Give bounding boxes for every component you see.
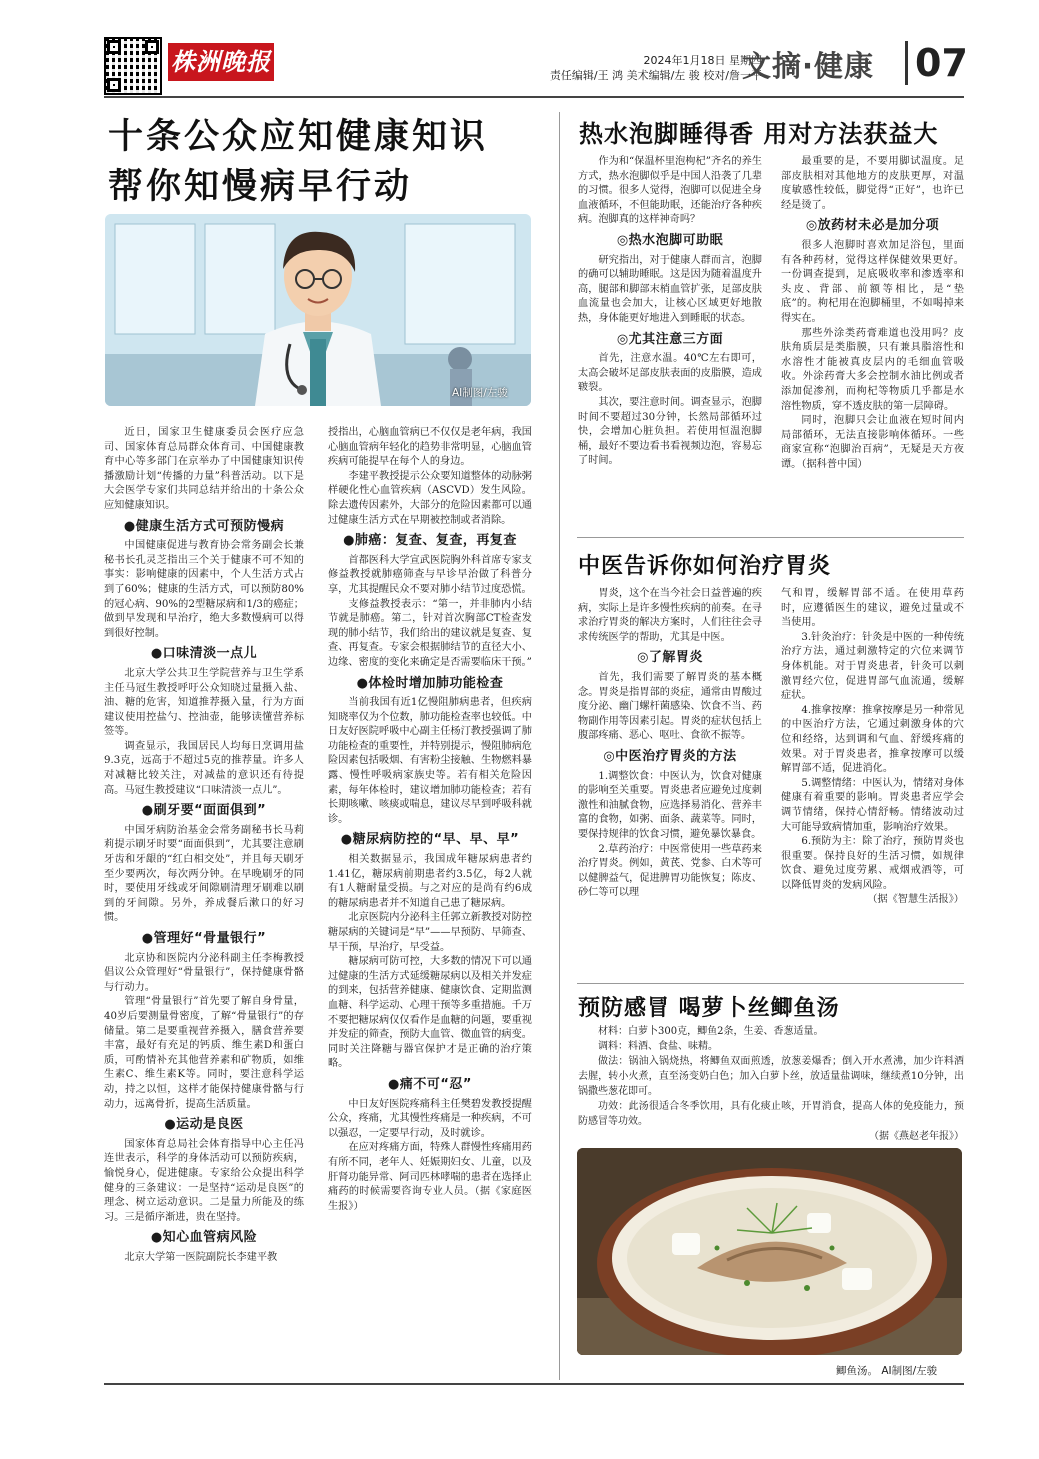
vertical-divider: [559, 112, 560, 1380]
page-number: 07: [915, 41, 968, 85]
subheading: ●糖尿病防控的“早、早、早”: [340, 832, 520, 848]
paragraph: 气和胃，缓解胃部不适。在使用草药时，应遵循医生的建议，避免过量或不当使用。: [781, 588, 964, 629]
paragraph: 当前我国有近1亿慢阻肺病患者，但疾病知晓率仅为个位数，肺功能检查率也较低。中日友好医院呼吸中心副主任杨汀教授强调了肺功能检查的重要性，并特别提示，慢阻肺病危险因素包括吸烟、有害粉尘接触、生物燃料暴露、慢性呼吸病家族史等。若有相关危险因素，每年体检时，建议增加肺功能检查；若有长期咳嗽、咳痰或喘息，建议尽早到呼吸科就诊。: [328, 697, 532, 825]
main-headline: [108, 112, 488, 212]
doctor-image-credit: AI制图/左骏: [452, 387, 508, 399]
soup-photo-art: [577, 1148, 962, 1355]
source-note: （据《智慧生活报》）: [867, 894, 964, 906]
subheading: ◎了解胃炎: [637, 650, 703, 666]
soup-image-caption: 鲫鱼汤。 AI制图/左骏: [836, 1365, 938, 1377]
paragraph: 支修益教授表示：“第一，并非肺内小结节就是肺癌。第二，针对首次胸部CT检查发现的肺小结节，我们给出的建议就是复查、复查、再复查。专家会根据肺结节的直径大小、边缘、密度的变化来确定是否需要临床干预。”: [328, 598, 532, 668]
paragraph: 其次，要注意时间。调查显示，泡脚时间不要超过30分钟，长然局部循环过快，会增加心脏负担。若使用恒温泡脚桶，最好不要边看书看视频边泡，容易忘了时间。: [578, 396, 762, 467]
doctor-illustration: [105, 214, 531, 406]
subheading: ◎放药材未必是加分项: [805, 218, 940, 234]
paragraph: 相关数据显示，我国成年糖尿病患者约1.41亿，糖尿病前期患者约3.5亿，每2人就有1人糖耐量受损。与之对应的是尚有约6成的糖尿病患者并不知道自己患了糖尿病。: [328, 854, 532, 909]
subheading: ●痛不可“忍”: [388, 1076, 472, 1092]
soup-recipe: [578, 1024, 964, 1144]
subheading: ●健康生活方式可预防慢病: [123, 518, 285, 534]
paragraph: 管理“骨量银行”首先要了解自身骨量，40岁后要测量骨密度，了解“骨量银行”的存储量。第二是要重视营养摄入，膳食营养要丰富，最好有充足的钙质、维生素D和蛋白质，可酌情补充其他营养素和矿物质，如维生素C、维生素K等。同时，要注意科学运动，持之以恒，这样才能保持健康骨骼与行动力，远离骨折，提高生活质量。: [104, 996, 304, 1110]
section-rule-2: [577, 983, 964, 984]
paragraph: 北京医院内分泌科主任郭立新教授对防控糖尿病的关键词是“早”——早预防、早筛查、早干预，早治疗，早受益。: [328, 912, 532, 953]
footbath-col2: [781, 155, 964, 472]
soup-ingredients: 材料：白萝卜300克，鲫鱼2条，生姜、香葱适量。: [598, 1026, 824, 1037]
paragraph: 研究指出，对于健康人群而言，泡脚的确可以辅助睡眠。这是因为随着温度升高，腿部和脚部末梢血管扩张，足部皮肤血流量也会加大，让核心区域更好地散热，身体能更好地进入到睡眠的状态。: [578, 254, 762, 324]
paragraph: 胃炎，这个在当今社会日益普遍的疾病，实际上是许多慢性疾病的前奏。在寻求治疗胃炎的解决方案时，人们往往会寻求传统医学的帮助，尤其是中医。: [578, 588, 762, 643]
subheading: ◎尤其注意三方面: [616, 331, 724, 347]
main-article-col1: [104, 426, 304, 1265]
paragraph: 5.调整情绪：中医认为，情绪对身体健康有着重要的影响。胃炎患者应学会调节情绪，保持心情舒畅。情绪波动过大可能导致病情加重，影响治疗效果。: [781, 777, 964, 833]
stomach-col1: [578, 587, 762, 901]
paragraph: 3.针灸治疗：针灸是中医的一种传统治疗方法，通过刺激特定的穴位来调节身体机能。对于胃炎患者，针灸可以刺激胃经穴位，促进胃部气血流通，缓解症状。: [781, 631, 964, 702]
soup-benefits: 功效：此汤很适合冬季饮用，具有化痰止咳，开胃消食，提高人体的免疫能力，预防感冒等功效。: [578, 1101, 964, 1127]
paragraph: 2.草药治疗：中医常使用一些草药来治疗胃炎。例如，黄芪、党参、白术等可以健脾益气，促进脾胃功能恢复；陈皮、砂仁等可以理: [578, 843, 762, 899]
page-divider: [905, 41, 908, 85]
paragraph: 调查显示，我国居民人均每日烹调用盐9.3克，远高于不超过5克的推荐量。许多人对减糖比较关注，对减盐的意识还有待提高。马冠生教授建议“口味清淡一点儿”。: [104, 740, 304, 796]
paragraph: 近日，国家卫生健康委员会医疗应急司、国家体育总局群众体育司、中国健康教育中心等多部门在京举办了中国健康知识传播激励计划“传播的力量”科普活动。以下是大会医学专家们共同总结并给出的十条公众应知健康知识。: [104, 427, 304, 511]
subheading: ●知心血管病风险: [150, 1230, 258, 1246]
footbath-col1: [578, 155, 762, 469]
paragraph: 李建平教授提示公众要知道整体的动脉粥样硬化性心血管疾病（ASCVD）发生风险。除去遗传因素外，大部分的危险因素都可以通过健康生活方式在早期被控制或者消除。: [328, 470, 532, 526]
subheading: ●口味清淡一点儿: [150, 646, 258, 662]
paragraph: 1.调整饮食：中医认为，饮食对健康的影响至关重要。胃炎患者应避免过度刺激性和油腻食物，应选择易消化、营养丰富的食物，如粥、面条、蔬菜等。同时，要保持规律的饮食习惯，避免暴饮暴食。: [578, 770, 762, 840]
paragraph: 中日友好医院疼痛科主任樊碧发教授提醒公众，疼痛，尤其慢性疼痛是一种疾病，不可以强忍，一定要早行动，及时就诊。: [328, 1098, 532, 1139]
paragraph: 中国牙病防治基金会常务副秘书长马莉莉提示刷牙时要“面面俱到”，尤其要注意刷牙齿和牙龈的“红白相交处”，并且每天刷牙至少要两次，每次两分钟。在早晚刷牙的同时，要使用牙线或牙间隙刷清理牙刷难以刷到的牙间隙。另外，养成餐后漱口的好习惯。: [104, 824, 304, 924]
paragraph: 北京大学公共卫生学院营养与卫生学系主任马冠生教授呼吁公众知晓过量摄入盐、油、糖的危害，知道推荐摄入量，行为方面建议使用控盐勺、控油壶，能够读懂营养标签等。: [104, 667, 304, 738]
headline-line-2: 帮你知慢病早行动: [108, 167, 413, 207]
paragraph: 国家体育总局社会体育指导中心主任冯连世表示，科学的身体活动可以预防疾病，愉悦身心，促进健康。专家给公众提出科学健身的三条建议：一是坚持“运动是良医”的理念、树立运动意识。二是量力所能及的练习。三是循序渐进，贵在坚持。: [104, 1138, 304, 1223]
paragraph: 同时，泡脚只会让血液在短时间内局部循环，无法直接影响体循环。一些商家宣称“泡脚治百病”，无疑是天方夜谭。（据科普中国）: [781, 415, 964, 470]
footer-rule: [104, 1383, 964, 1385]
subheading: ●运动是良医: [164, 1117, 244, 1133]
paragraph: 最重要的是，不要用脚试温度。足部皮肤相对其他地方的皮肤更厚，对温度敏感性较低，脚觉得“正好”，也许已经是烫了。: [781, 156, 964, 211]
paragraph: 首先，注意水温。40℃左右即可，太高会破坏足部皮肤表面的皮脂膜，造成皲裂。: [578, 353, 762, 394]
paragraph: 中国健康促进与教育协会常务副会长兼秘书长孔灵芝指出三个关于健康不可不知的事实：影响健康的因素中，个人生活方式占到了60%；健康的生活方式，可以预防80%的冠心病、90%的2型糖尿病和1/3的癌症；做到早发现和早治疗，绝大多数慢病可以得到很好控制。: [104, 540, 304, 639]
paragraph: 4.推拿按摩：推拿按摩是另一种常见的中医治疗方法，它通过刺激身体的穴位和经络，达到调和气血、舒缓疼痛的效果。对于胃炎患者，推拿按摩可以缓解胃部不适，促进消化。: [781, 704, 964, 775]
subheading: ◎热水泡脚可助眠: [616, 232, 724, 248]
paragraph: 北京大学第一医院副院长李建平教: [124, 1251, 278, 1263]
paragraph: 首都医科大学宣武医院胸外科首席专家支修益教授就肺癌筛查与早诊早治做了科普分享，尤其提醒民众不要对肺小结节过度恐慌。: [328, 554, 532, 595]
paragraph: 在应对疼痛方面，特殊人群慢性疼痛用药有所不同，老年人、妊娠期妇女、儿童，以及肝肾功能异常、阿司匹林哮喘的患者在选择止痛药的时候需要咨询专业人员。（据《家庭医生报》）: [328, 1142, 532, 1212]
section-title: 文摘·健康: [742, 49, 875, 83]
soup-headline: 预防感冒 喝萝卜丝鲫鱼汤: [578, 995, 840, 1021]
paragraph: 糖尿病可防可控，大多数的情况下可以通过健康的生活方式延缓糖尿病以及相关并发症的到来，包括营养健康、健康饮食、定期监测血糖、科学运动、心理干预等多重措施。千万不要把糖尿病仅仅看作是血糖的问题，要重视并发症的筛查，预防大血管、微血管的病变。同时关注降糖与器官保护才是正确的治疗策略。: [328, 956, 532, 1070]
subheading: ◎中医治疗胃炎的方法: [603, 748, 737, 764]
paragraph: 首先，我们需要了解胃炎的基本概念。胃炎是指胃部的炎症，通常由胃酸过度分泌、幽门螺杆菌感染、饮食不当、药物副作用等因素引起。胃炎的症状包括上腹部疼痛、恶心、呕吐、食欲不振等。: [578, 671, 762, 742]
headline-line-1: 十条公众应知健康知识: [108, 117, 489, 157]
subheading: ●刷牙要“面面俱到”: [141, 803, 267, 819]
date-line: 2024年1月18日 星期四: [643, 54, 762, 67]
header-rule: [104, 96, 964, 98]
paragraph: 授指出，心脑血管病已不仅仅是老年病，我国心脑血管病年轻化的趋势非常明显，心脑血管疾病可能提早在每个人的身边。: [328, 427, 532, 468]
soup-photo: [577, 1148, 962, 1355]
stomach-col2: [781, 587, 964, 908]
newspaper-logo: 株洲晚报: [168, 43, 274, 81]
paragraph: 6.预防为主：除了治疗，预防胃炎也很重要。保持良好的生活习惯，如规律饮食、避免过度劳累、戒烟戒酒等，可以降低胃炎的发病风险。: [781, 836, 964, 891]
soup-method: 做法：锅油入锅烧热，将鲫鱼双面煎透，放葱姜爆香；倒入开水煮沸，加少许料酒去腥，转小火煮，直至汤变奶白色；加入白萝卜丝，放适量盐调味，继续煮10分钟，出锅撒些葱花即可。: [578, 1056, 964, 1097]
paragraph: 那些外涂类药膏难道也没用吗？皮肤角质层是类脂膜，只有兼具脂溶性和水溶性才能被真皮层内的毛细血管吸收。外涂药膏大多会控制水油比例或者添加促渗剂，而枸杞等物质几乎都是水溶性物质，穿不透皮肤的第一层障碍。: [781, 327, 964, 412]
subheading: ●肺癌：复查、复查，再复查: [343, 533, 517, 549]
qr-code: [104, 37, 162, 95]
editor-credits: 责任编辑/王 鸿 美术编辑/左 骏 校对/詹一平: [549, 69, 762, 82]
subheading: ●体检时增加肺功能检查: [356, 675, 504, 691]
main-article-col2: [328, 426, 532, 1214]
soup-seasoning: 调料：料酒、食盐、味精。: [598, 1041, 718, 1052]
paragraph: 作为和“保温杯里泡枸杞”齐名的养生方式，热水泡脚似乎是中国人沿袭了几辈的习惯。很多人觉得，泡脚可以促进全身血液循环，不但能助眠，还能治疗各种疾病。泡脚真的这样神奇吗？: [578, 156, 762, 226]
paragraph: 北京协和医院内分泌科副主任李梅教授倡议公众管理好“骨量银行”，保持健康骨骼与行动力。: [104, 952, 304, 993]
section-rule-1: [577, 537, 964, 538]
footbath-headline: 热水泡脚睡得香 用对方法获益大: [579, 119, 939, 148]
subheading: ●管理好“骨量银行”: [141, 931, 267, 946]
stomach-headline: 中医告诉你如何治疗胃炎: [578, 553, 832, 579]
paragraph: 很多人泡脚时喜欢加足浴包，里面有各种药材，觉得这样保健效果更好。一份调查提到，足底吸收率和渗透率和头皮、背部、前额等相比，是“垫底”的。枸杞用在泡脚桶里，不如喝掉来得实在。: [781, 239, 964, 324]
soup-source: （据《燕赵老年报》）: [869, 1131, 964, 1142]
doctor-illustration-art: [105, 214, 531, 406]
